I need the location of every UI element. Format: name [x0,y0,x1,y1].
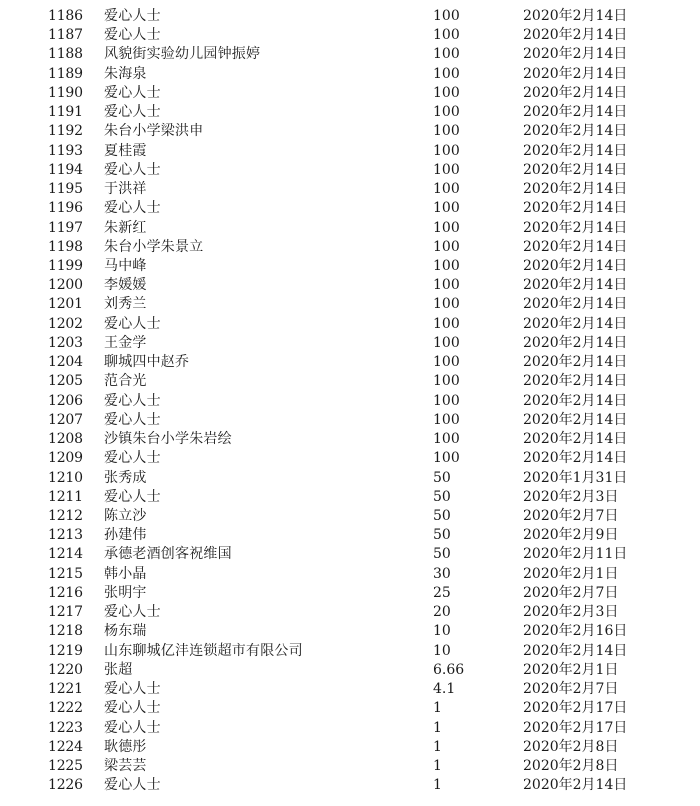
donation-amount: 100 [433,84,460,101]
donation-date: 2020年2月14日 [523,334,628,351]
donor-name: 爱心人士 [104,392,161,409]
donor-name: 爱心人士 [104,450,161,467]
donation-amount: 1 [433,719,442,736]
donation-amount: 100 [433,238,460,255]
table-row [0,315,700,334]
donation-amount: 50 [433,527,451,544]
row-number: 1202 [48,315,83,332]
donor-name: 爱心人士 [104,777,161,794]
table-row [0,565,700,584]
donor-name: 梁芸芸 [104,757,147,774]
table-row [0,411,700,430]
table-row [0,545,700,564]
row-number: 1186 [48,8,83,24]
table-row [0,334,700,353]
donor-name: 马中峰 [104,257,147,274]
donor-name: 韩小晶 [104,565,147,582]
donor-name: 张超 [104,661,133,678]
donation-date: 2020年2月14日 [523,277,628,294]
donation-date: 2020年1月31日 [523,469,628,486]
row-number: 1200 [48,277,83,294]
row-number: 1225 [48,757,83,774]
donation-amount: 100 [433,373,460,390]
donation-date: 2020年2月14日 [523,8,628,24]
donor-name: 张明宇 [104,584,147,601]
donation-amount: 100 [433,46,460,63]
donor-name: 李媛媛 [104,277,147,294]
row-number: 1197 [48,219,83,236]
donation-amount: 100 [433,450,460,467]
donation-date: 2020年2月14日 [523,431,628,448]
row-number: 1207 [48,411,83,428]
donation-date: 2020年2月14日 [523,27,628,44]
row-number: 1187 [48,27,83,44]
donation-amount: 1 [433,757,442,774]
donation-date: 2020年2月14日 [523,257,628,274]
donor-name: 山东聊城亿沣连锁超市有限公司 [104,642,303,659]
row-number: 1192 [48,123,83,140]
row-number: 1196 [48,200,83,217]
row-number: 1222 [48,700,83,717]
donation-amount: 50 [433,469,451,486]
row-number: 1216 [48,584,83,601]
table-row [0,161,700,180]
donation-date: 2020年2月14日 [523,142,628,159]
row-number: 1209 [48,450,83,467]
row-number: 1211 [48,488,83,505]
row-number: 1218 [48,623,83,640]
donation-date: 2020年2月14日 [523,104,628,121]
table-row [0,680,700,699]
donation-date: 2020年2月17日 [523,719,628,736]
donation-date: 2020年2月16日 [523,623,628,640]
donation-date: 2020年2月3日 [523,488,619,505]
donor-name: 杨东瑞 [104,623,147,640]
table-row [0,488,700,507]
donation-date: 2020年2月14日 [523,296,628,313]
row-number: 1204 [48,354,83,371]
table-row [0,526,700,545]
donor-name: 爱心人士 [104,104,161,121]
donation-date: 2020年2月14日 [523,65,628,82]
table-row [0,7,700,26]
table-row [0,219,700,238]
table-row [0,199,700,218]
donor-name: 朱台小学朱景立 [104,238,204,255]
donation-amount: 100 [433,257,460,274]
donor-name: 聊城四中赵乔 [104,354,190,371]
donor-name: 爱心人士 [104,604,161,621]
row-number: 1189 [48,65,83,82]
row-number: 1212 [48,507,83,524]
donation-date: 2020年2月8日 [523,738,619,755]
donation-amount: 100 [433,219,460,236]
table-row [0,26,700,45]
table-row [0,507,700,526]
donation-date: 2020年2月3日 [523,604,619,621]
donor-name: 朱台小学梁洪申 [104,123,204,140]
table-row [0,353,700,372]
donor-name: 爱心人士 [104,27,161,44]
donation-amount: 10 [433,623,451,640]
donor-name: 陈立沙 [104,507,147,524]
row-number: 1215 [48,565,83,582]
donation-date: 2020年2月14日 [523,373,628,390]
donation-date: 2020年2月14日 [523,219,628,236]
row-number: 1201 [48,296,83,313]
table-row [0,392,700,411]
row-number: 1203 [48,334,83,351]
donation-amount: 1 [433,738,442,755]
row-number: 1190 [48,84,83,101]
donation-date: 2020年2月14日 [523,161,628,178]
table-row [0,122,700,141]
row-number: 1219 [48,642,83,659]
donation-date: 2020年2月14日 [523,181,628,198]
row-number: 1188 [48,46,83,63]
donation-amount: 100 [433,315,460,332]
donation-amount: 25 [433,584,451,601]
table-row [0,103,700,122]
donation-date: 2020年2月7日 [523,681,619,698]
donor-name: 爱心人士 [104,161,161,178]
donation-date: 2020年2月14日 [523,450,628,467]
table-row [0,584,700,603]
donation-amount: 100 [433,296,460,313]
donation-amount: 100 [433,181,460,198]
row-number: 1226 [48,777,83,794]
donation-amount: 4.1 [433,681,456,698]
donation-amount: 30 [433,565,451,582]
table-row [0,449,700,468]
donation-date: 2020年2月14日 [523,392,628,409]
donation-date: 2020年2月7日 [523,584,619,601]
donor-name: 夏桂霞 [104,142,147,159]
row-number: 1210 [48,469,83,486]
donation-date: 2020年2月1日 [523,661,619,678]
table-row [0,257,700,276]
table-row [0,84,700,103]
donation-date: 2020年2月14日 [523,200,628,217]
donation-amount: 100 [433,142,460,159]
donation-date: 2020年2月17日 [523,700,628,717]
donor-name: 朱新红 [104,219,147,236]
donation-amount: 100 [433,334,460,351]
donor-name: 张秀成 [104,469,147,486]
donor-name: 爱心人士 [104,719,161,736]
table-row [0,642,700,661]
donation-amount: 100 [433,65,460,82]
donor-name: 刘秀兰 [104,296,147,313]
row-number: 1220 [48,661,83,678]
donor-name: 爱心人士 [104,8,161,24]
table-row [0,719,700,738]
donation-amount: 100 [433,104,460,121]
donation-amount: 100 [433,411,460,428]
donation-date: 2020年2月14日 [523,238,628,255]
table-row [0,65,700,84]
donation-amount: 100 [433,354,460,371]
donor-name: 承德老酒创客祝维国 [104,546,232,563]
table-row [0,276,700,295]
donor-name: 王金学 [104,334,147,351]
row-number: 1191 [48,104,83,121]
donor-name: 爱心人士 [104,315,161,332]
donor-name: 爱心人士 [104,84,161,101]
donation-amount: 100 [433,8,460,24]
donor-name: 孙建伟 [104,527,147,544]
donor-name: 爱心人士 [104,681,161,698]
donation-date: 2020年2月14日 [523,46,628,63]
donation-amount: 100 [433,277,460,294]
row-number: 1206 [48,392,83,409]
donation-date: 2020年2月9日 [523,527,619,544]
donor-name: 于洪祥 [104,181,147,198]
donation-date: 2020年2月14日 [523,123,628,140]
row-number: 1214 [48,546,83,563]
row-number: 1194 [48,161,83,178]
table-row [0,699,700,718]
row-number: 1205 [48,373,83,390]
row-number: 1224 [48,738,83,755]
donation-amount: 6.66 [433,661,465,678]
donation-date: 2020年2月7日 [523,507,619,524]
row-number: 1221 [48,681,83,698]
donation-date: 2020年2月11日 [523,546,628,563]
table-row [0,622,700,641]
table-row [0,238,700,257]
table-row [0,142,700,161]
row-number: 1195 [48,181,83,198]
table-row [0,757,700,776]
table-row [0,180,700,199]
table-row [0,295,700,314]
table-row [0,738,700,757]
donation-amount: 1 [433,700,442,717]
donation-date: 2020年2月14日 [523,642,628,659]
donation-amount: 100 [433,123,460,140]
donation-amount: 100 [433,392,460,409]
donor-name: 范合光 [104,373,147,390]
donation-date: 2020年2月14日 [523,777,628,794]
donation-amount: 100 [433,431,460,448]
donor-name: 爱心人士 [104,700,161,717]
table-row [0,603,700,622]
donation-date: 2020年2月14日 [523,354,628,371]
row-number: 1213 [48,527,83,544]
row-number: 1217 [48,604,83,621]
donation-amount: 10 [433,642,451,659]
table-row [0,661,700,680]
donor-name: 爱心人士 [104,200,161,217]
donor-name: 耿德彤 [104,738,147,755]
donor-name: 风貌街实验幼儿园钟振婷 [104,46,261,63]
row-number: 1223 [48,719,83,736]
donor-name: 爱心人士 [104,411,161,428]
donation-date: 2020年2月14日 [523,84,628,101]
row-number: 1193 [48,142,83,159]
donation-amount: 50 [433,488,451,505]
donation-date: 2020年2月8日 [523,757,619,774]
donation-amount: 50 [433,507,451,524]
row-number: 1199 [48,257,83,274]
donation-amount: 50 [433,546,451,563]
donation-amount: 1 [433,777,442,794]
row-number: 1208 [48,431,83,448]
donation-amount: 100 [433,161,460,178]
donor-name: 爱心人士 [104,488,161,505]
donation-amount: 100 [433,27,460,44]
donation-date: 2020年2月14日 [523,315,628,332]
table-row [0,430,700,449]
donation-amount: 100 [433,200,460,217]
donation-date: 2020年2月1日 [523,565,619,582]
donor-name: 朱海泉 [104,65,147,82]
donor-name: 沙镇朱台小学朱岩绘 [104,431,232,448]
donation-amount: 20 [433,604,451,621]
donation-date: 2020年2月14日 [523,411,628,428]
table-row [0,372,700,391]
row-number: 1198 [48,238,83,255]
table-row [0,776,700,795]
table-row [0,45,700,64]
table-row [0,469,700,488]
